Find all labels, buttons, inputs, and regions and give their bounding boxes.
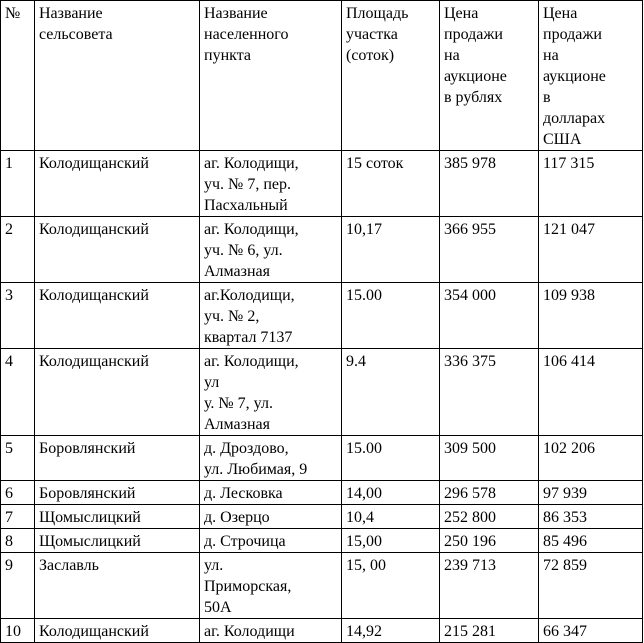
cell-price-usd: 106 414 xyxy=(539,349,643,436)
header-council: Название сельсовета xyxy=(35,1,200,151)
cell-settlement: д. Озерцо xyxy=(200,505,342,529)
cell-price-rub: 385 978 xyxy=(440,151,539,217)
table-row xyxy=(1,481,643,505)
cell-price-rub: 336 375 xyxy=(440,349,539,436)
table-row xyxy=(1,553,643,619)
cell-council: Боровлянский xyxy=(35,436,200,481)
cell-council: Колодищанский xyxy=(35,151,200,217)
cell-number: 5 xyxy=(1,436,35,481)
header-row xyxy=(1,1,643,151)
cell-price-rub: 366 955 xyxy=(440,217,539,283)
cell-price-usd: 66 347 xyxy=(539,619,643,643)
cell-price-usd: 97 939 xyxy=(539,481,643,505)
header-number: № xyxy=(1,1,35,151)
cell-price-rub: 296 578 xyxy=(440,481,539,505)
cell-price-usd: 121 047 xyxy=(539,217,643,283)
cell-settlement: аг. Колодищи, уч. № 7, пер. Пасхальный xyxy=(200,151,342,217)
table-row xyxy=(1,619,643,643)
cell-council: Щомыслицкий xyxy=(35,529,200,553)
cell-area: 14,92 xyxy=(342,619,440,643)
cell-settlement: д. Строчица xyxy=(200,529,342,553)
table-row xyxy=(1,217,643,283)
cell-council: Колодищанский xyxy=(35,217,200,283)
cell-price-usd: 102 206 xyxy=(539,436,643,481)
cell-area: 15.00 xyxy=(342,283,440,349)
table-row xyxy=(1,505,643,529)
cell-council: Колодищанский xyxy=(35,619,200,643)
cell-area: 14,00 xyxy=(342,481,440,505)
cell-area: 15 соток xyxy=(342,151,440,217)
header-area: Площадь участка (соток) xyxy=(342,1,440,151)
cell-number: 10 xyxy=(1,619,35,643)
cell-price-usd: 72 859 xyxy=(539,553,643,619)
table-row xyxy=(1,151,643,217)
cell-price-rub: 354 000 xyxy=(440,283,539,349)
header-settlement: Название населенного пункта xyxy=(200,1,342,151)
cell-price-usd: 85 496 xyxy=(539,529,643,553)
cell-price-usd: 86 353 xyxy=(539,505,643,529)
cell-area: 15,00 xyxy=(342,529,440,553)
cell-settlement: аг.Колодищи, уч. № 2, квартал 7137 xyxy=(200,283,342,349)
header-price-rub: Цена продажи на аукционе в рублях xyxy=(440,1,539,151)
cell-area: 10,4 xyxy=(342,505,440,529)
cell-settlement: аг. Колодищи, уч. № 6, ул. Алмазная xyxy=(200,217,342,283)
cell-council: Щомыслицкий xyxy=(35,505,200,529)
cell-settlement: аг. Колодищи, ул у. № 7, ул. Алмазная xyxy=(200,349,342,436)
cell-council: Заславль xyxy=(35,553,200,619)
table-row xyxy=(1,283,643,349)
cell-price-rub: 239 713 xyxy=(440,553,539,619)
table-row xyxy=(1,436,643,481)
cell-council: Колодищанский xyxy=(35,283,200,349)
cell-number: 1 xyxy=(1,151,35,217)
cell-price-rub: 309 500 xyxy=(440,436,539,481)
cell-council: Боровлянский xyxy=(35,481,200,505)
cell-price-usd: 117 315 xyxy=(539,151,643,217)
cell-area: 10,17 xyxy=(342,217,440,283)
cell-settlement: ул. Приморская, 50А xyxy=(200,553,342,619)
cell-area: 15.00 xyxy=(342,436,440,481)
cell-settlement: аг. Колодищи xyxy=(200,619,342,643)
cell-area: 15, 00 xyxy=(342,553,440,619)
cell-settlement: д. Дроздово, ул. Любимая, 9 xyxy=(200,436,342,481)
cell-price-rub: 215 281 xyxy=(440,619,539,643)
cell-number: 4 xyxy=(1,349,35,436)
cell-number: 7 xyxy=(1,505,35,529)
cell-number: 2 xyxy=(1,217,35,283)
cell-council: Колодищанский xyxy=(35,349,200,436)
table-row xyxy=(1,529,643,553)
cell-number: 6 xyxy=(1,481,35,505)
table-row xyxy=(1,349,643,436)
cell-settlement: д. Лесковка xyxy=(200,481,342,505)
header-price-usd: Цена продажи на аукционе в долларах США xyxy=(539,1,643,151)
cell-price-rub: 252 800 xyxy=(440,505,539,529)
cell-price-rub: 250 196 xyxy=(440,529,539,553)
cell-price-usd: 109 938 xyxy=(539,283,643,349)
cell-number: 8 xyxy=(1,529,35,553)
cell-number: 9 xyxy=(1,553,35,619)
cell-area: 9.4 xyxy=(342,349,440,436)
cell-number: 3 xyxy=(1,283,35,349)
